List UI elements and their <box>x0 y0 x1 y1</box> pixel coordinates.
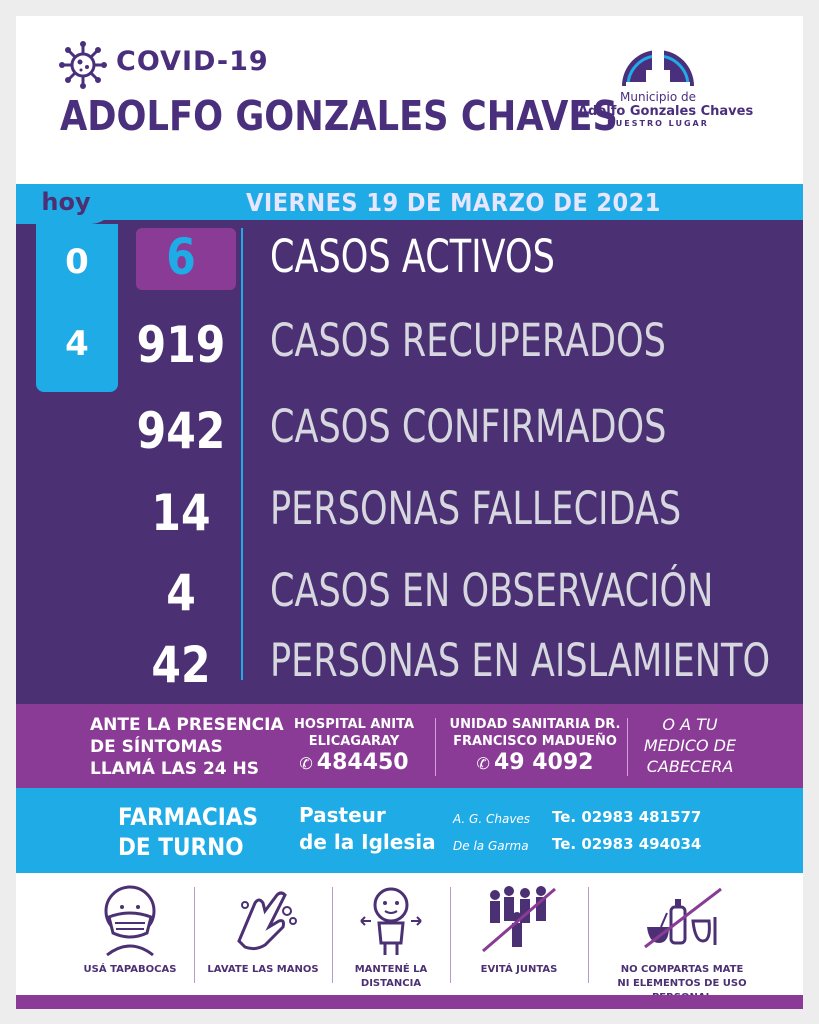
report-date: VIERNES 19 DE MARZO DE 2021 <box>246 188 661 217</box>
town-title: ADOLFO GONZALES CHAVES <box>60 92 618 140</box>
hospital-2-name-2: FRANCISCO MADUEÑO <box>453 734 617 749</box>
hospital-2-phone: 49 4092 <box>493 750 594 775</box>
hospital-1-name-1: HOSPITAL ANITA <box>293 717 415 732</box>
pharmacy-phones <box>552 804 701 858</box>
tip-gatherings-label: EVITÁ JUNTAS <box>480 964 558 975</box>
isolation-label: PERSONAS EN AISLAMIENTO <box>270 634 771 687</box>
tip-mask <box>70 873 190 995</box>
today-column <box>36 224 118 392</box>
doctor-line-3: CABECERA <box>646 757 734 776</box>
today-active-value: 0 <box>65 242 89 282</box>
tip-divider <box>332 887 333 983</box>
active-cases-label: CASOS ACTIVOS <box>270 230 555 283</box>
virus-icon <box>58 40 108 90</box>
pharmacy-names <box>299 802 436 856</box>
tip-no-sharing-line-1: NO COMPARTAS MATE <box>620 964 744 975</box>
stats-panel <box>16 184 803 704</box>
pharmacy-title <box>118 802 258 862</box>
tip-no-sharing <box>592 873 772 995</box>
divider-line <box>241 228 243 680</box>
logo-line-1: Municipio de <box>620 90 696 104</box>
hand-wash-icon <box>225 881 301 957</box>
symptoms-line-3: LLAMÁ LAS 24 HS <box>90 759 260 779</box>
symptoms-line-1: ANTE LA PRESENCIA <box>90 715 284 735</box>
pharmacy-band <box>16 788 803 873</box>
doctor-line-1: O A TU <box>662 715 718 734</box>
deaths-value: 14 <box>151 484 211 542</box>
tip-distance-line-1: MANTENÉ LA <box>354 964 428 975</box>
recovered-cases-label: CASOS RECUPERADOS <box>270 314 666 367</box>
pharmacy-place-2: De la Garma <box>453 839 529 853</box>
prevention-tips <box>16 873 803 995</box>
distance-icon <box>353 881 429 957</box>
symptoms-message <box>90 714 284 780</box>
pharmacy-name-1: Pasteur <box>299 803 386 827</box>
pharmacy-title-2: DE TURNO <box>118 833 244 861</box>
hospital-1-phone: 484450 <box>316 750 409 775</box>
today-tab: hoy <box>16 184 116 224</box>
crowd-icon <box>479 881 559 957</box>
phone-icon: ✆ <box>299 754 313 773</box>
symptoms-band <box>16 704 803 788</box>
hospital-2-name-1: UNIDAD SANITARIA DR. <box>449 717 621 732</box>
pharmacy-name-2: de la Iglesia <box>299 830 436 854</box>
covid-label: COVID-19 <box>116 46 269 77</box>
pharmacy-places <box>453 806 530 860</box>
pharmacy-phone-1: Te. 02983 481577 <box>552 808 702 826</box>
isolation-value: 42 <box>151 636 211 694</box>
alert-divider <box>627 718 628 776</box>
date-bar <box>104 184 803 220</box>
tip-divider <box>450 887 451 983</box>
logo-line-2: Adolfo Gonzales Chaves <box>578 104 754 119</box>
hospital-2 <box>440 716 630 775</box>
tip-distance-label <box>336 963 446 991</box>
bottom-bar <box>16 995 803 1009</box>
today-recovered-value: 4 <box>65 324 89 364</box>
observation-value: 4 <box>166 564 196 622</box>
tip-distance <box>336 873 446 995</box>
hospital-1 <box>284 716 424 775</box>
alert-divider <box>435 718 436 776</box>
no-sharing-icon <box>637 881 727 957</box>
observation-label: CASOS EN OBSERVACIÓN <box>270 564 714 617</box>
symptoms-line-2: DE SÍNTOMAS <box>90 737 223 757</box>
confirmed-cases-value: 942 <box>136 402 226 460</box>
tip-wash-hands <box>198 873 328 995</box>
tip-no-sharing-line-2: NI ELEMENTOS DE USO <box>617 978 747 989</box>
tip-gatherings <box>454 873 584 995</box>
tip-divider <box>588 887 589 983</box>
pharmacy-title-1: FARMACIAS <box>118 803 259 831</box>
tip-mask-label: USÁ TAPABOCAS <box>83 964 177 975</box>
tip-wash-hands-label: LAVATE LAS MANOS <box>207 964 319 975</box>
pharmacy-phone-2: Te. 02983 494034 <box>552 835 702 853</box>
doctor-note <box>630 714 750 777</box>
logo-line-3: NUESTRO LUGAR <box>607 119 709 128</box>
active-cases-value: 6 <box>166 228 196 286</box>
tip-distance-line-2: DISTANCIA <box>360 978 422 989</box>
tip-divider <box>194 887 195 983</box>
phone-icon: ✆ <box>476 754 490 773</box>
tower-icon <box>618 26 698 88</box>
deaths-label: PERSONAS FALLECIDAS <box>270 482 682 535</box>
municipality-logo <box>578 26 754 136</box>
hospital-1-name-2: ELICAGARAY <box>308 734 400 749</box>
doctor-line-2: MEDICO DE <box>643 736 737 755</box>
mask-icon <box>95 881 165 957</box>
recovered-cases-value: 919 <box>136 316 226 374</box>
pharmacy-place-1: A. G. Chaves <box>453 812 531 826</box>
confirmed-cases-label: CASOS CONFIRMADOS <box>270 400 667 453</box>
